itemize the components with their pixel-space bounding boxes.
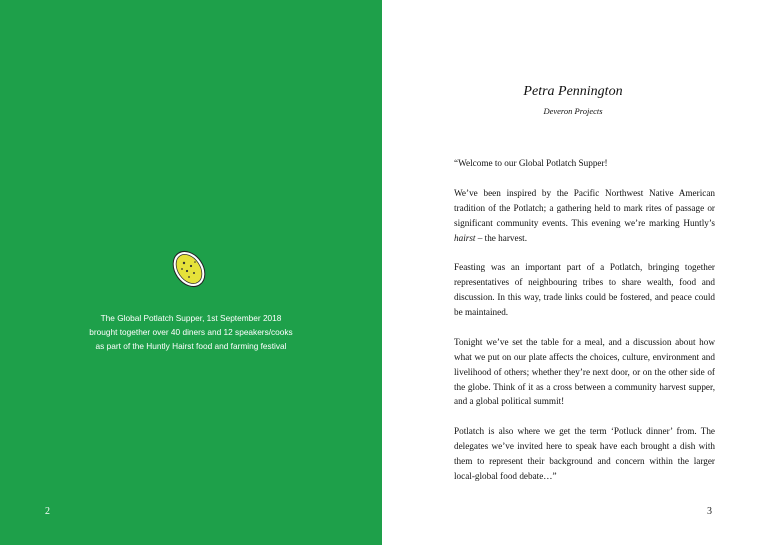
- organization-name: Deveron Projects: [543, 106, 603, 116]
- right-page: [382, 0, 764, 545]
- paragraph: Tonight we’ve set the table for a meal, and a discussion about how what we put on our plate affects the choices, culture, environment and livelihood of others; whether they’re next door, or on the other side of the globe. Think of it as a cross between a community harvest supper, and a global political summit!: [454, 336, 715, 407]
- page-number-left: 2: [45, 506, 50, 517]
- caption-line: The Global Potlatch Supper, 1st September 2018: [100, 313, 282, 323]
- page-number-right: 3: [707, 506, 712, 517]
- paragraph-text: We’ve been inspired by the Pacific Northwest Native American tradition of the Potlatch; a gathering held to mark rites of passage or significant community events. This evening we’re marking Huntly’s: [454, 187, 715, 228]
- paragraph-text: – the harvest.: [475, 232, 527, 243]
- caption-line: as part of the Huntly Hairst food and farming festival: [95, 341, 287, 351]
- paragraph: [454, 186, 715, 246]
- caption-line: brought together over 40 diners and 12 speakers/cooks: [89, 327, 293, 337]
- paragraph: Feasting was an important part of a Potlatch, bringing together representatives of neighbouring tribes to share wealth, food and discussion. In this way, trade links could be fostered, and peace could be maintained.: [454, 262, 715, 318]
- author-name: Petra Pennington: [523, 84, 623, 99]
- photo-caption: [60, 311, 322, 353]
- italic-word: hairst: [454, 232, 476, 243]
- paragraph: Potlatch is also where we get the term ‘Potluck dinner’ from. The delegates we’ve invited here to speak have each brought a dish with them to represent their background and concern within the larger local-global food debate…”: [454, 426, 715, 481]
- pickle-slice-icon: [164, 244, 214, 294]
- body-text: [454, 156, 715, 499]
- paragraph: “Welcome to our Global Potlatch Supper!: [454, 158, 608, 168]
